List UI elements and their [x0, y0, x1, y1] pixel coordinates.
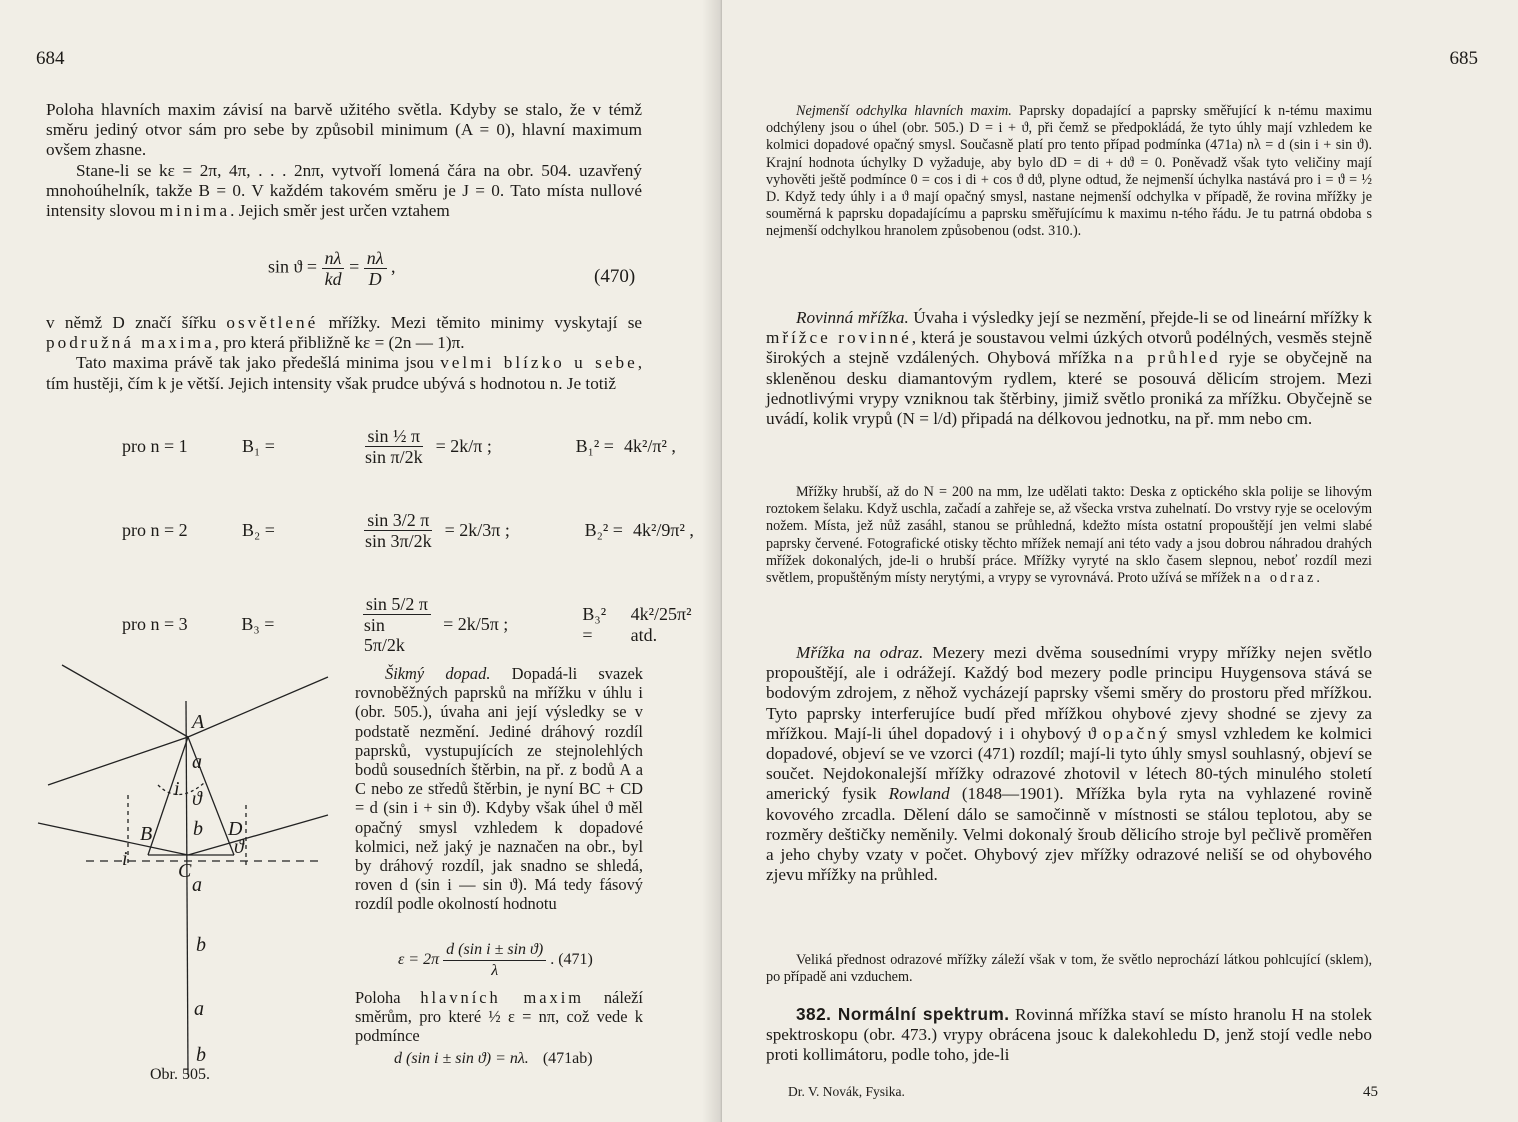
paragraph: 382. Normální spektrum. Rovinná mřížka staví se místo hranolu H na stolek spektroskopu (obr. 473.) vrypy obrácena jsouc k dalekohledu D, jenž stojí vedle nebo proti kollimátoru, podle toho, jde-li — [766, 1004, 1372, 1065]
label-b: b — [196, 1044, 206, 1066]
paragraph: Mřížka na odraz. Mezery mezi dvěma sousedními vrypy mřížky nejen světlo propouštějí, ale i odrážejí. Každý bod mezery podle principu Huygensova stává se bodovým zdrojem, z něhož vycházejí paprsky všemi směry do prostoru před mřížkou. Tyto paprsky interferujíce budí před mřížkou ohybové zjevy shodné se zjevy za mřížkou. Mají-li úhel dopadový i i ohybový ϑ opačný smysl vzhledem ke kolmici dopadové, objeví se ve vzorci (471) rozdíl; mají-li tyto úhly smysl souhlasný, objeví se součet. Nejdokonalejší mřížky odrazové zhotovil v létech 80-tých minulého století americký fysik Rowland (1848—1901). Mřížka byla ryta na vyhlazené rovině kovového zrcadla. Dělení dálo se samočinně v místnosti se stálou teplotou, aby se rozměry deštičky neměnily. Velmi dokonalý šroub dělicího stroje byl pečlivě proměřen a jeho chyby vzaty v počet. Ohybový zjev mřížky odrazové neliší se od ohybového zjevu mřížky na průhled. — [766, 643, 1373, 885]
label-a: a — [192, 874, 202, 896]
right-page — [722, 0, 1518, 1122]
figure-line — [48, 737, 188, 785]
paragraph: Tato maxima právě tak jako předešlá minima jsou velmi blízko u sebe, tím hustěji, čím k je větší. Jejich intensity však prudce ubývá s hodnotou n. Je totiž — [46, 353, 642, 393]
label-a: a — [194, 998, 204, 1020]
label-i: i — [122, 848, 128, 870]
paragraph: v němž D značí šířku osvětlené mřížky. Mezi těmito minimy vyskytají se podružná maxima, pro která přibližně kε = (2n — 1)π. — [46, 313, 643, 353]
left-text-mid — [46, 313, 642, 394]
label-i: i — [174, 778, 180, 800]
label-A: A — [192, 711, 205, 733]
equation-471: ε = 2π $\frac{\text{d (sin i ± sin ϑ)}}{\lambda}$ . (471) — [398, 941, 593, 979]
label-a: a — [192, 751, 202, 773]
grating-normal — [186, 701, 188, 1075]
label-b: b — [193, 818, 203, 840]
paragraph: Šikmý dopad. Dopadá-li svazek rovnoběžných paprsků na mřížku v úhlu i (obr. 505.), úvaha ani její výsledky se v podstatě nezmění. Jediné dráhový rozdíl paprsků, vystupujících ze stejnolehlých bodů sousedních štěrbin, na př. z bodů A a C nebo ze středů štěrbin, je nyní BC + CD = d (sin i + sin ϑ). Kdyby však úhel ϑ měl opačný smysl vzhledem k dopadové kolmici, než jaký je naznačen na obr., byl by dráhový rozdíl, jak snadno se shledá, roven d (sin i — sin ϑ). Má tedy fásový rozdíl podle okolností hodnotu — [355, 664, 644, 914]
right-text-2 — [766, 308, 1372, 429]
right-text-3 — [766, 643, 1372, 885]
left-page — [0, 0, 722, 1122]
left-side-text-2 — [355, 988, 643, 1046]
paragraph: Rovinná mřížka. Úvaha i výsledky její se nezmění, přejde-li se od lineární mřížky k mřížce rovinné, která je soustavou velmi úzkých otvorů podélných, vesměs stejně širokých a stejně vzdálených. Ohybová mřížka na průhled ryje se obyčejně na skleněnou desku diamantovým rydlem, které se posouvá dělicím strojem. Mezi jednotlivými vrypy vzniknou tak štěrbiny, jimiž světlo proniká za mřížku. Obyčejně se uvádí, kolik vrypů (N = l/d) připadá na délkovou jednotku, na př. mm nebo cm. — [766, 308, 1372, 429]
label-theta: ϑ — [192, 788, 202, 810]
section-heading: 382. Normální spektrum. — [796, 1004, 1010, 1024]
figure-line — [188, 677, 328, 737]
right-text-4 — [766, 1004, 1372, 1066]
label-D: D — [228, 818, 243, 840]
figure-505 — [28, 655, 338, 1095]
left-text-top — [46, 100, 642, 221]
equation-row-n1: pro n = 1 B₁ = $\frac{\text{sin ½ π}}{\text{sin π/2k}}$ = 2k/π ; B₁² = 4k²/π² , — [122, 426, 676, 467]
page-number-left: 684 — [36, 48, 65, 69]
footer-sheet-number: 45 — [1363, 1084, 1378, 1100]
right-small-text-1 — [766, 484, 1372, 587]
figure-caption: Obr. 505. — [150, 1066, 210, 1083]
equation-row-n3: pro n = 3 B₃ = $\frac{\sin 5/2 \pi}{\sin 5\pi/2k}$ = 2k/5π ; B₃² = 4k²/25π² atd. — [122, 594, 692, 655]
footer-author: Dr. V. Novák, Fysika. — [788, 1084, 905, 1099]
figure-line — [62, 665, 188, 737]
paragraph: Poloha hlavních maxim závisí na barvě užitého světla. Kdyby se stalo, že v témž směru jediný otvor sám pro sebe by způsobil minimum (A = 0), hlavní maximum ovšem zhasne. — [46, 100, 642, 160]
equation-470: sin ϑ = $\frac{n\lambda}{kd}$ = $\frac{n\lambda}{D}$ , — [268, 248, 396, 289]
page-number-right: 685 — [1449, 48, 1478, 69]
label-B: B — [140, 823, 153, 845]
paragraph: Poloha hlavních maxim náleží směrům, pro které ½ ε = nπ, což vede k podmínce — [355, 988, 643, 1046]
diffracted-ray — [188, 815, 328, 855]
label-theta: ϑ — [234, 836, 244, 858]
right-small-text-2 — [766, 952, 1372, 986]
paragraph: Nejmenší odchylka hlavních maxim. Paprsky dopadající a paprsky směřující k n-tému maximu odchýleny jsou o úhel (obr. 505.) D = i + ϑ, při čemž se předpokládá, že tyto úhly mají vzhledem ke kolmici dopadové opačný smysl. Současně platí pro tento případ podmínka (471a) nλ = d (sin i + sin ϑ). Krajní hodnota úchylky D vyžaduje, aby bylo dD = di + dϑ = 0. Poněvadž však tyto veličiny mají vyhověti ještě podmínce 0 = cos i di + cos ϑ dϑ, plyne odtud, že nejmenší úchylka nastává pro i = ϑ = ½ D. Když tedy úhly i a ϑ mají opačný smysl, nastane nejmenší odchylka v případě, že rovina mřížky je souměrná k paprsku dopadajícímu a paprsku směřujícímu k maximu n-tého řádu. Je tu patrná obdoba s nejmenší odchylkou hranolem způsobenou (odst. 310.). — [766, 103, 1373, 240]
label-b: b — [196, 934, 206, 956]
equation-number: (470) — [594, 266, 636, 287]
figure-line — [148, 737, 188, 855]
right-text-1 — [766, 103, 1372, 241]
equation-row-n2: pro n = 2 B₂ = $\frac{\sin 3/2 \pi}{\sin 3\pi/2k}$ = 2k/3π ; B₂² = 4k²/9π² , — [122, 510, 694, 551]
equation-471ab: d (sin i ± sin ϑ) = nλ. (471ab) — [394, 1050, 593, 1067]
incident-ray — [38, 823, 188, 855]
left-side-text — [355, 664, 643, 914]
paragraph: Stane-li se kε = 2π, 4π, . . . 2nπ, vytvoří lomená čára na obr. 504. uzavřený mnohoúhelník, takže B = 0. V každém takovém směru je J = 0. Tato místa nullové intensity slovou minima. Jejich směr jest určen vztahem — [46, 160, 642, 221]
label-C: C — [178, 860, 192, 882]
paragraph: Mřížky hrubší, až do N = 200 na mm, lze udělati takto: Deska z optického skla polije se lihovým roztokem šelaku. Když uschla, začadí a zahřeje se, až všecka vrstva zuhelnatí. Do vrstvy ryje se ocelovým nožem. Místa, jež nůž zasáhl, stanou se průhledná, kdežto místa ostatní propouštějí jen velmi slabé paprsky červené. Fotografické otisky těchto mřížek nemají ani této vady a jsou dobrou náhradou drahých mřížek dokonalých, jde-li o hrubší práce. Mřížky vyryté na sklo časem slepnou, neboť rozdíl mezi světlem, propuštěným místy nerytými, a vrypy se vyrovnává. Proto užívá se mřížek na odraz. — [766, 484, 1372, 587]
paragraph: Veliká přednost odrazové mřížky záleží však v tom, že světlo neprochází látkou pohlcující (sklem), po případě ani vzduchem. — [766, 952, 1372, 986]
